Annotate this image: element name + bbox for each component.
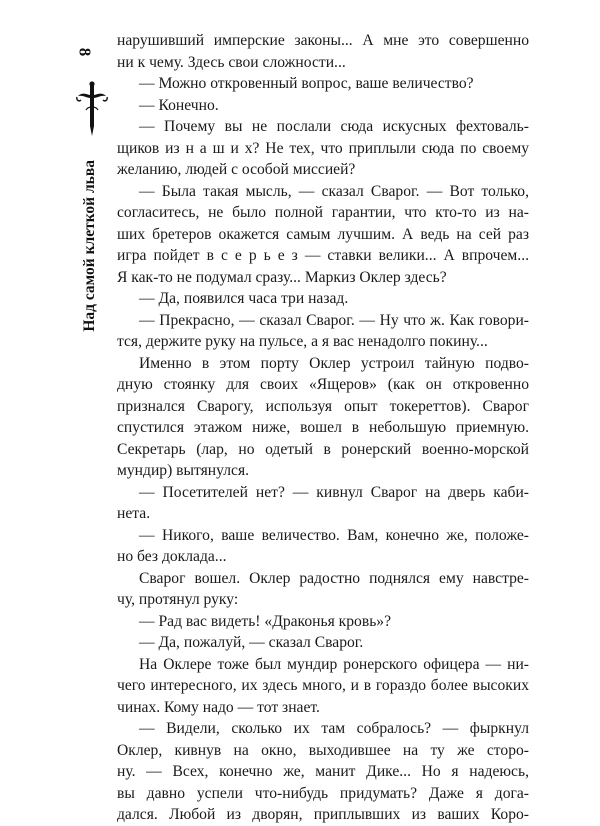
text-line: ших бретеров окажется самым лучшим. А ведь на сей раз bbox=[117, 225, 529, 243]
body-text bbox=[117, 30, 529, 826]
text-line: щиков из н а ш и х? Не тех, что приплыли сюда по своему bbox=[117, 139, 529, 157]
text-line: — Рад вас видеть! «Драконья кровь»? bbox=[139, 612, 392, 630]
page-number: 8 bbox=[75, 47, 95, 57]
text-line: спустился этажом ниже, вошел в небольшую приемную. bbox=[117, 419, 529, 436]
text-line: — Да, появился часа три назад. bbox=[139, 290, 349, 307]
text-line: признался Сварогу, используя опыт токереттов). Сварог bbox=[117, 397, 529, 415]
sword-icon bbox=[74, 80, 110, 140]
text-line: чего интересного, их здесь много, и в гораздо более высоких bbox=[117, 677, 529, 694]
text-line: игра пойдет в с е р ь е з — ставки велики... А впрочем... bbox=[117, 247, 529, 264]
text-line: — Прекрасно, — сказал Сварог. — Ну что ж. Как говори- bbox=[139, 311, 529, 329]
text-line: мундир) вытянулся. bbox=[117, 462, 250, 479]
text-line: дался. Любой из дворян, приплывших из ваших Коро- bbox=[117, 806, 529, 823]
text-line: тся, держите руку на пульсе, а я вас ненадолго покину... bbox=[117, 333, 488, 350]
text-line: На Оклере тоже был мундир ронерского офицера — ни- bbox=[139, 655, 529, 673]
text-line: нета. bbox=[117, 505, 151, 522]
text-line: — Можно откровенный вопрос, ваше величество? bbox=[139, 75, 474, 92]
text-line: — Почему вы не послали сюда искусных фехтоваль- bbox=[139, 118, 529, 135]
text-line: — Да, пожалуй, — сказал Сварог. bbox=[139, 634, 364, 651]
text-line: — Была такая мысль, — сказал Сварог. — Вот только, bbox=[139, 182, 529, 200]
text-line: чинах. Кому надо — тот знает. bbox=[117, 698, 320, 716]
text-line: согласитесь, не было полной гарантии, что кто-то из на- bbox=[117, 204, 529, 221]
text-line: нарушивший имперские законы... А мне это совершенно bbox=[117, 32, 529, 49]
text-line: желанию, людей с особой миссией? bbox=[117, 161, 356, 178]
text-line: — Посетителей нет? — кивнул Сварог на дверь каби- bbox=[139, 483, 529, 501]
text-line: — Конечно. bbox=[139, 96, 219, 114]
text-line: Я как-то не подумал сразу... Маркиз Оклер здесь? bbox=[117, 268, 447, 286]
text-line: но без доклада... bbox=[117, 548, 227, 565]
text-line: Сварог вошел. Оклер радостно поднялся ему навстре- bbox=[139, 569, 529, 587]
text-line: ни к чему. Здесь свои сложности... bbox=[117, 53, 346, 71]
text-line: Секретарь (лар, но одетый в ронерский военно-морской bbox=[117, 440, 529, 458]
text-line: Именно в этом порту Оклер устроил тайную подво- bbox=[139, 354, 529, 372]
text-line: чу, протянул руку: bbox=[117, 591, 239, 608]
text-line: Оклер, кивнув на окно, выходившее на ту же сторо- bbox=[117, 741, 529, 759]
text-line: дную стоянку для своих «Ящеров» (как он откровенно bbox=[117, 376, 529, 393]
text-line: вы давно успели что-нибудь придумать? Даже я дога- bbox=[117, 784, 529, 802]
text-line: — Никого, ваше величество. Вам, конечно же, положе- bbox=[139, 526, 529, 544]
text-line: ну. — Всех, конечно же, манит Дике... Но я надеюсь, bbox=[117, 763, 529, 780]
text-line: — Видели, сколько их там собралось? — фыркнул bbox=[139, 720, 529, 737]
running-title-text: Над самой клеткой льва bbox=[81, 160, 98, 332]
